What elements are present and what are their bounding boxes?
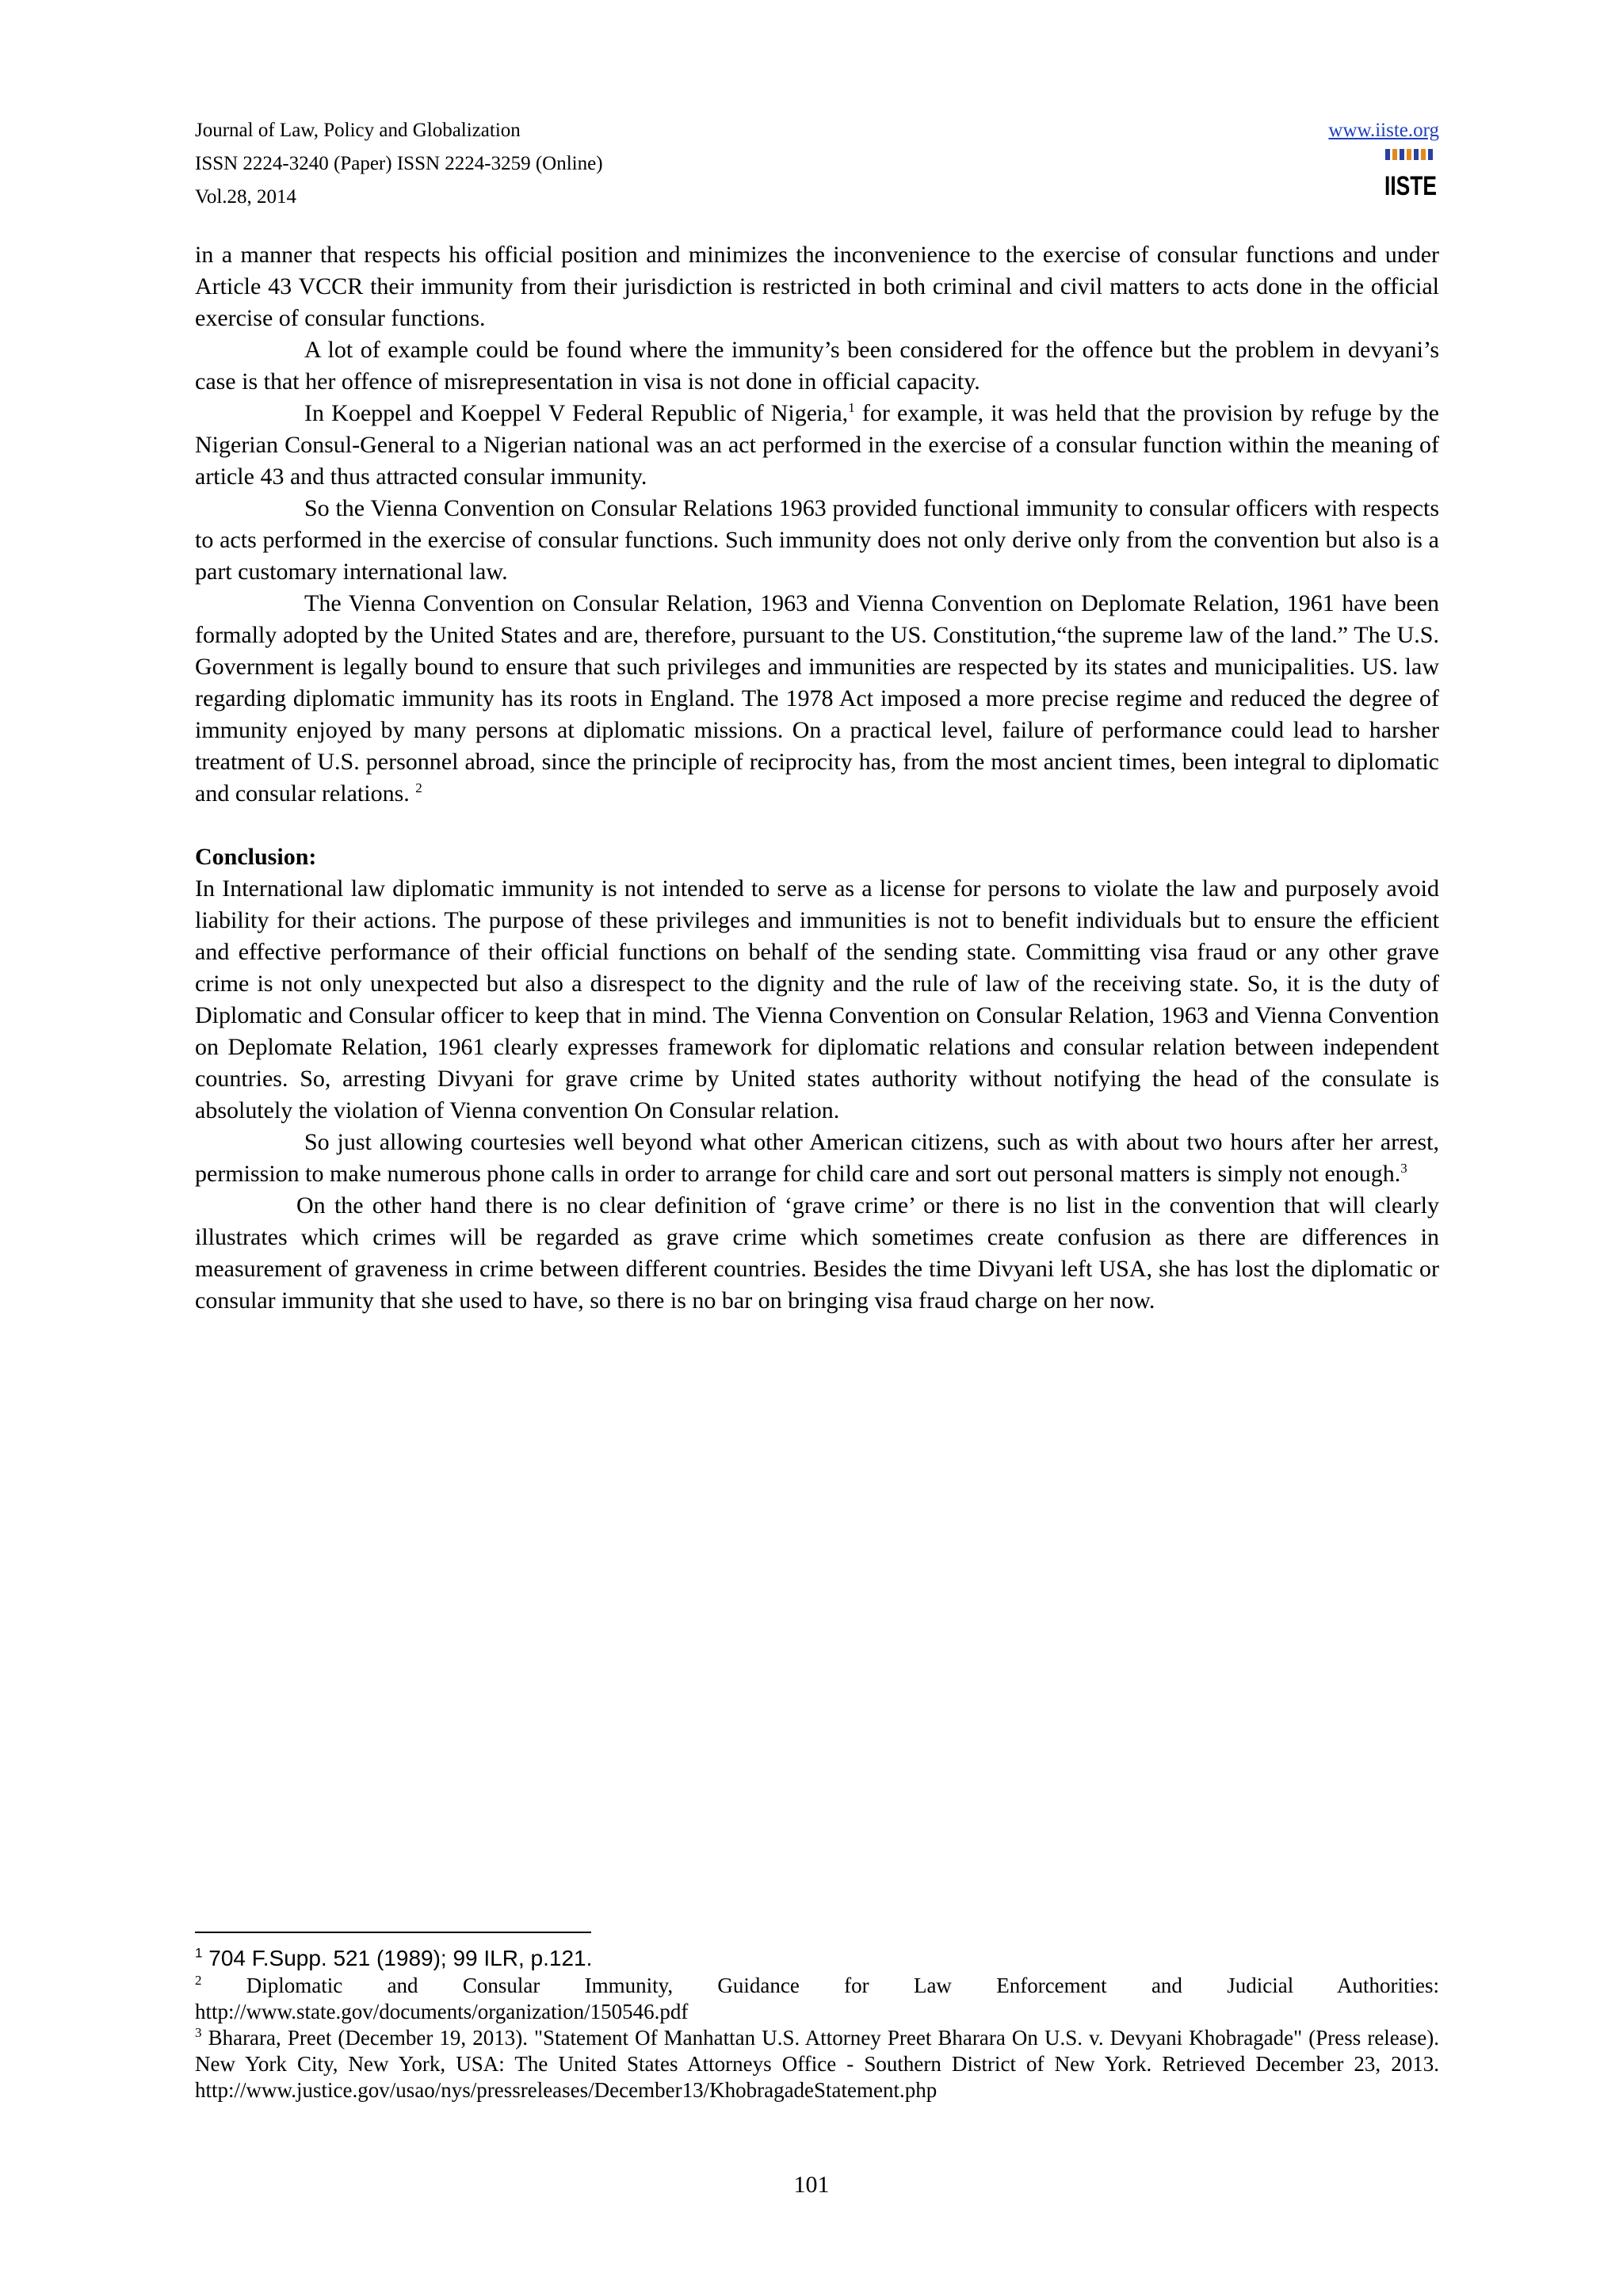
page-header	[195, 114, 1439, 214]
journal-url-link[interactable]: www.iiste.org	[1328, 120, 1439, 141]
footnote-ref-1[interactable]: 1	[848, 400, 855, 415]
paragraph-2: A lot of example could be found where the immunity’s been considered for the offence but the problem in devyani’s case is that her offence of misrepresentation in visa is not done in official capacity.	[195, 337, 1439, 395]
footnote-2: $^2$ Diplomatic and Consular Immunity, Guidance for Law Enforcement and Judicial Authorities: http://www.state.gov/documents/organization/150546.pdf	[195, 1973, 1439, 2023]
volume-line: Vol.28, 2014	[195, 186, 297, 208]
conclusion-paragraph-3: On the other hand there is no clear definition of ‘grave crime’ or there is no list in the convention that will clearly illustrates which crimes will be regarded as grave crime which sometimes create confusion as there are differences in measurement of graveness in crime between different countries. Besides the time Divyani left USA, she has lost the diplomatic or consular immunity that she used to have, so there is no bar on bringing visa fraud charge on her now.	[195, 1192, 1439, 1314]
paragraph-4: So the Vienna Convention on Consular Relations 1963 provided functional immunity to consular officers with respects to acts performed in the exercise of consular functions. Such immunity does not only derive only from the convention but also is a part customary international law.	[195, 495, 1439, 585]
footnote-ref-3[interactable]: 3	[1400, 1161, 1407, 1176]
paragraph-1: in a manner that respects his official position and minimizes the inconvenience to the exercise of consular functions and under Article 43 VCCR their immunity from their jurisdiction is restricted in both criminal and civil matters to acts done in the official exercise of consular functions.	[195, 242, 1439, 331]
article-body	[195, 239, 1439, 1317]
issn-line: ISSN 2224-3240 (Paper) ISSN 2224-3259 (Online)	[195, 153, 603, 174]
conclusion-heading: Conclusion:	[195, 844, 317, 870]
paragraph-5: The Vienna Convention on Consular Relation, 1963 and Vienna Convention on Deplomate Relation, 1961 have been formally adopted by the United States and are, therefore, pursuant to the US. Constitution,“the supreme law of the land.” The U.S. Government is legally bound to ensure that such privileges and immunities are respected by its states and municipalities. US. law regarding diplomatic immunity has its roots in England. The 1978 Act imposed a more precise regime and reduced the degree of immunity enjoyed by many persons at diplomatic missions. On a practical level, failure of performance could lead to harsher treatment of U.S. personnel abroad, since the principle of reciprocity has, from the most ancient times, been integral to diplomatic and consular relations. $^2$	[195, 590, 1439, 807]
conclusion-paragraph-2: So just allowing courtesies well beyond what other American citizens, such as with about two hours after her arrest, permission to make numerous phone calls in order to arrange for child care and sort out personal matters is simply not enough.$^3$	[195, 1129, 1439, 1187]
iiste-logo-icon	[1382, 147, 1439, 204]
page-number: 101	[793, 2172, 830, 2198]
journal-title: Journal of Law, Policy and Globalization	[195, 120, 521, 141]
paragraph-3: In Koeppel and Koeppel V Federal Republic of Nigeria,$^1$ for example, it was held that the provision by refuge by the Nigerian Consul-General to a Nigerian national was an act performed in the exercise of a consular function within the meaning of article 43 and thus attracted consular immunity.	[195, 400, 1439, 490]
footnote-3: $^3$ Bharara, Preet (December 19, 2013). "Statement Of Manhattan U.S. Attorney Preet Bharara On U.S. v. Devyani Khobragade" (Press release). New York City, New York, USA: The United States Attorneys Office - Southern District of New York. Retrieved December 23, 2013. http://www.justice.gov/usao/nys/pressreleases/December13/KhobragadeStatement.php	[195, 2025, 1439, 2102]
conclusion-paragraph-1: In International law diplomatic immunity is not intended to serve as a license for persons to violate the law and purposely avoid liability for their actions. The purpose of these privileges and immunities is not to benefit individuals but to ensure the efficient and effective performance of their official functions on behalf of the sending state. Committing visa fraud or any other grave crime is not only unexpected but also a disrespect to the dignity and the rule of law of the receiving state. So, it is the duty of Diplomatic and Consular officer to keep that in mind. The Vienna Convention on Consular Relation, 1963 and Vienna Convention on Deplomate Relation, 1961 clearly expresses framework for diplomatic relations and consular relation between independent countries. So, arresting Divyani for grave crime by United states authority without notifying the head of the consulate is absolutely the violation of Vienna convention On Consular relation.	[195, 875, 1439, 1123]
footnotes	[195, 1944, 1439, 2103]
footnote-1: $^1$ 704 F.Supp. 521 (1989); 99 ILR, p.121.	[195, 1945, 593, 1970]
footnote-separator	[195, 1932, 591, 1933]
footnote-ref-2[interactable]: 2	[415, 780, 422, 795]
logo-text: IISTE	[1384, 171, 1437, 201]
